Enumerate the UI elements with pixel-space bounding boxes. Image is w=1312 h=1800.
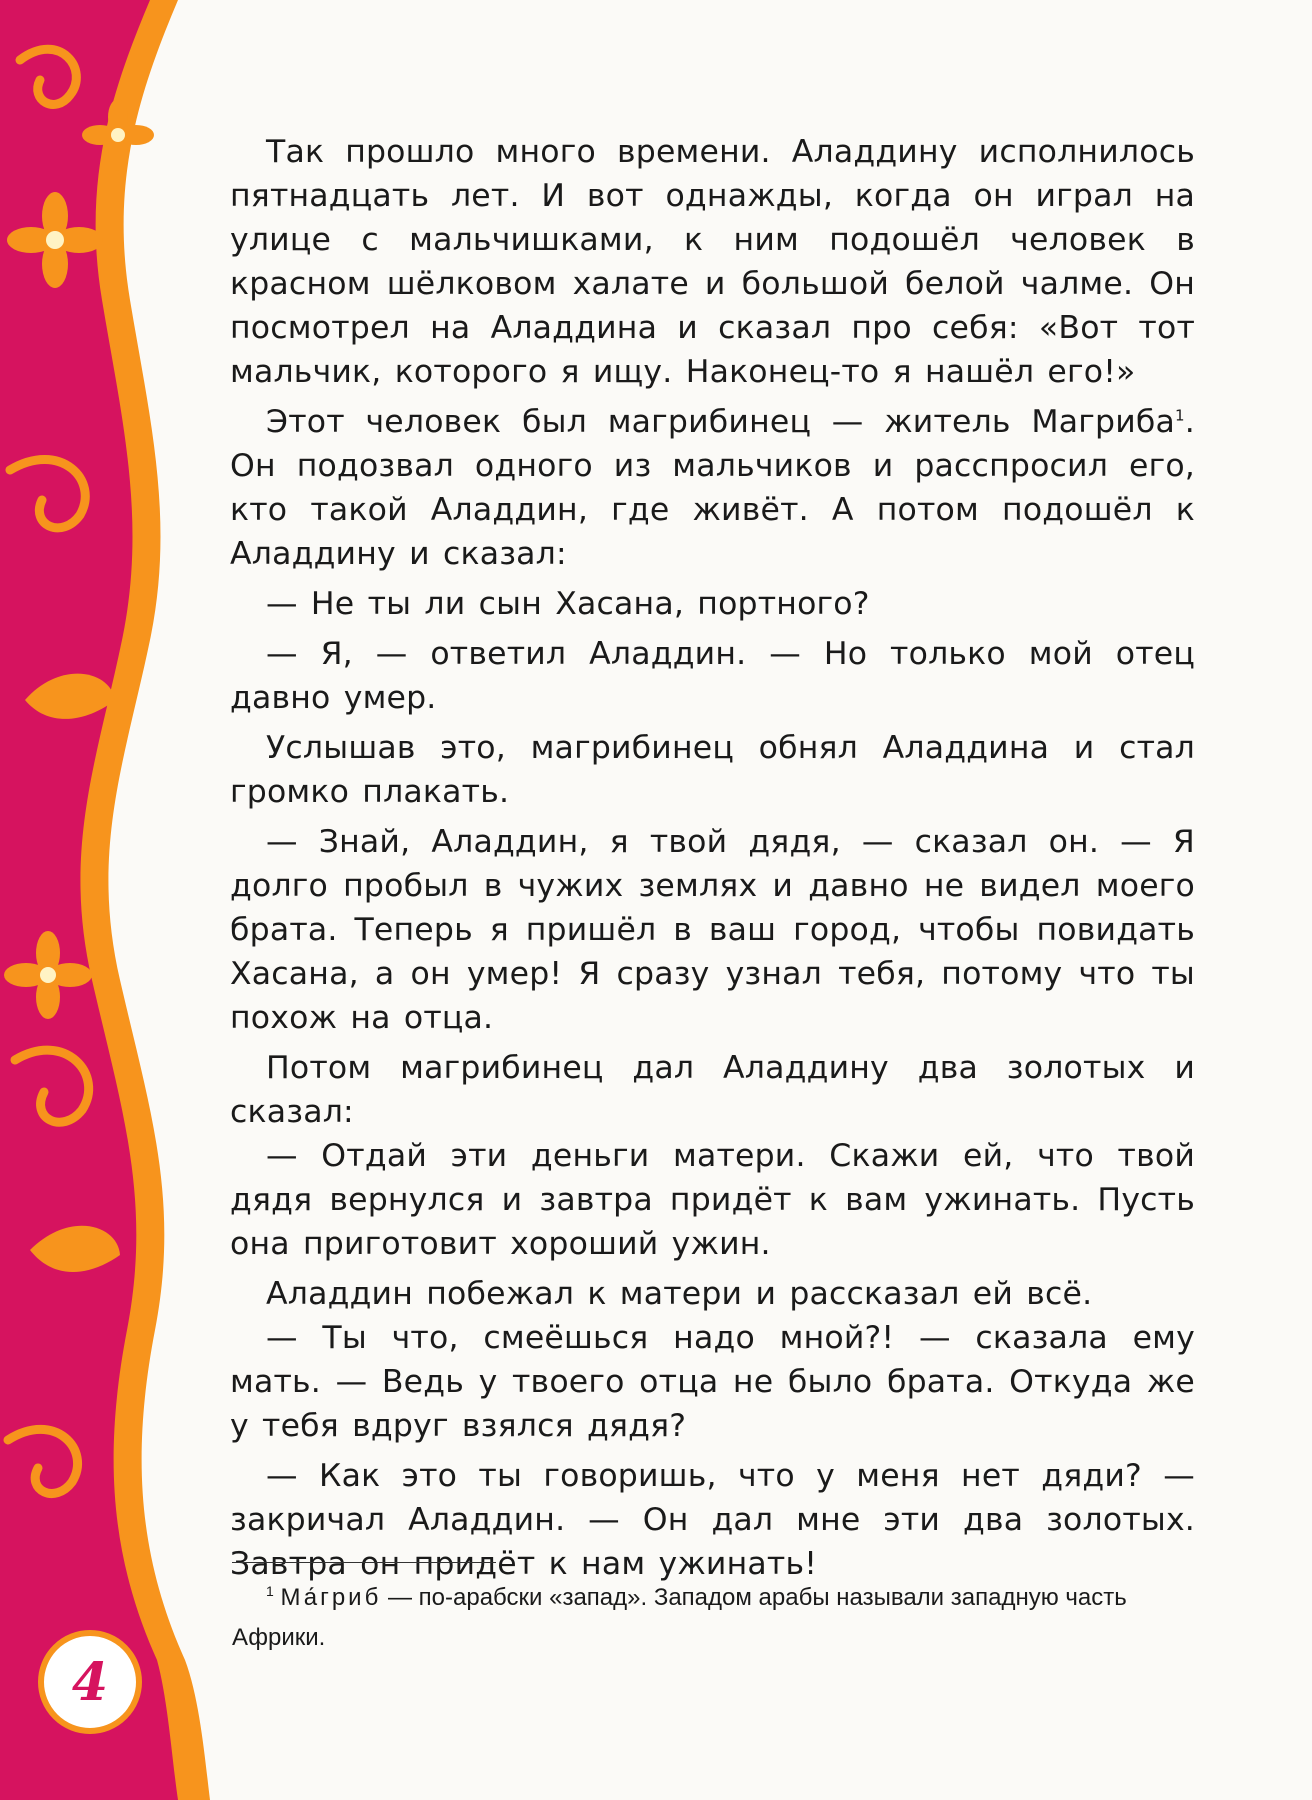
footnote-divider xyxy=(232,1562,496,1563)
paragraph: Так прошло много времени. Аладдину исполнилось пятнадцать лет. И вот однажды, когда он играл на улице с мальчишками, к ним подошёл человек в красном шёлковом халате и большой белой чалме. Он посмотрел на Аладдина и сказал про себя: «Вот тот мальчик, которого я ищу. Наконец-то я нашёл его!» xyxy=(230,134,1195,390)
paragraph: — Знай, Аладдин, я твой дядя, — сказал он. — Я долго пробыл в чужих землях и давно не видел моего брата. Теперь я пришёл в ваш город, чтобы повидать Хасана, а он умер! Я сразу узнал тебя, потому что ты похож на отца. xyxy=(230,824,1195,1036)
paragraph-text: Этот человек был магрибинец — житель Магриба xyxy=(266,404,1176,440)
footnote-mark: 1 xyxy=(266,1583,274,1599)
paragraph: — Я, — ответил Аладдин. — Но только мой отец давно умер. xyxy=(230,636,1195,716)
footnote-reference[interactable]: 1 xyxy=(1175,406,1185,425)
paragraph-text: . Он подозвал одного из мальчиков и расспросил его, кто такой Аладдин, где живёт. А потом подошёл к Аладдину и сказал: xyxy=(230,404,1195,572)
paragraph: — Ты что, смеёшься надо мной?! — сказала ему мать. — Ведь у твоего отца не было брата. Откуда же у тебя вдруг взялся дядя? xyxy=(230,1320,1195,1444)
paragraph: Услышав это, магрибинец обнял Аладдина и стал громко плакать. xyxy=(230,730,1195,810)
paragraph: Аладдин побежал к матери и рассказал ей всё. xyxy=(266,1276,1093,1312)
paragraph: Потом магрибинец дал Аладдину два золотых и сказал: xyxy=(230,1050,1195,1130)
footnote xyxy=(232,1578,1187,1658)
paragraph: — Отдай эти деньги матери. Скажи ей, что твой дядя вернулся и завтра придёт к вам ужинать. Пусть она приготовит хороший ужин. xyxy=(230,1138,1195,1262)
floral-border-ornament xyxy=(0,0,240,1800)
paragraph: — Не ты ли сын Хасана, портного? xyxy=(266,586,870,622)
footnote-text: — по-арабски «запад». Западом арабы называли западную часть Африки. xyxy=(232,1584,1127,1651)
paragraph: — Как это ты говоришь, что у меня нет дяди? — закричал Аладдин. — Он дал мне эти два золотых. Завтра он придёт к нам ужинать! xyxy=(230,1458,1195,1582)
story-text xyxy=(230,130,1195,1586)
page-number: 4 xyxy=(38,1630,142,1734)
paragraph xyxy=(230,400,1195,576)
footnote-term: Ма́гриб xyxy=(280,1584,382,1611)
